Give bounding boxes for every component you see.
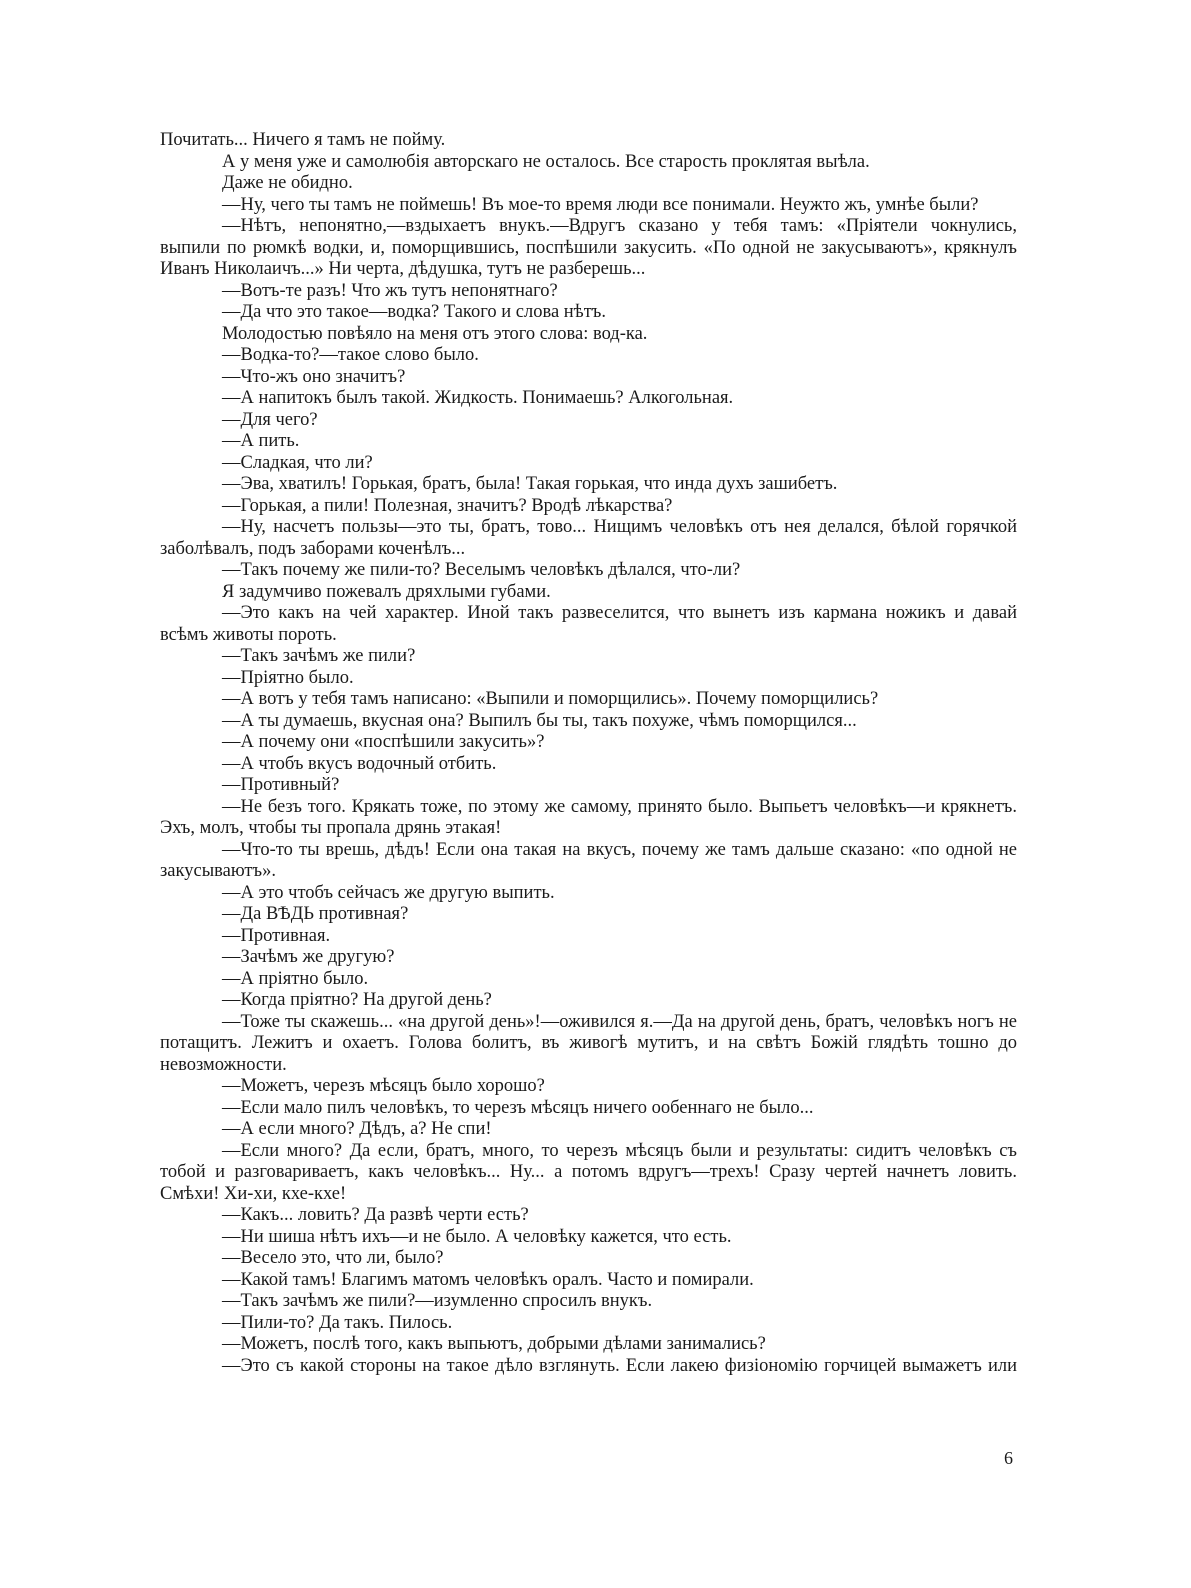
text-line: —Горькая, а пили! Полезная, значитъ? Вродѣ лѣкарства? (222, 495, 673, 516)
text-line: —Такъ почему же пили-то? Веселымъ человѣкъ дѣлался, что-ли? (222, 560, 741, 580)
text-line: —Да ВѢДЬ противная? (222, 904, 409, 924)
paragraph (160, 1141, 1017, 1206)
text-line: —А пріятно было. (222, 968, 369, 989)
paragraph (160, 345, 1017, 367)
text-line: —Пили-то? Да такъ. Пилось. (222, 1312, 453, 1333)
paragraph (160, 431, 1017, 453)
paragraph (160, 453, 1017, 475)
paragraph (160, 302, 1017, 324)
paragraph (160, 216, 1017, 281)
text-line: —Не безъ того. Крякать тоже, по этому же самому, принято было. Выпьетъ человѣкъ—и крякнетъ. (222, 796, 1017, 817)
text-line: Смѣхи! Хи-хи, кхе-кхе! (160, 1183, 347, 1204)
text-line: —Можетъ, черезъ мѣсяцъ было хорошо? (222, 1076, 545, 1096)
text-line: Молодостью повѣяло на меня отъ этого слова: вод-ка. (222, 323, 648, 344)
text-line: —А вотъ у тебя тамъ написано: «Выпили и поморщились». Почему поморщились? (222, 689, 879, 709)
text-line: выпили по рюмкѣ водки, и, поморщившись, поспѣшили закусить. «По одной не закусываютъ», крякнулъ (160, 237, 1017, 258)
text-line: —Это съ какой стороны на такое дѣло взглянуть. Если лакею физіономію горчицей вымажетъ или (222, 1355, 1017, 1376)
text-line: всѣмъ животы пороть. (160, 624, 337, 645)
paragraph (160, 947, 1017, 969)
paragraph (160, 990, 1017, 1012)
text-line: —Когда пріятно? На другой день? (222, 990, 492, 1010)
paragraph (160, 1334, 1017, 1356)
text-line: —Весело это, что ли, было? (222, 1248, 444, 1268)
text-line: —Зачѣмъ же другую? (222, 947, 395, 967)
paragraph (160, 797, 1017, 840)
paragraph (160, 754, 1017, 776)
paragraph (160, 904, 1017, 926)
paragraph (160, 1248, 1017, 1270)
paragraph (160, 883, 1017, 905)
text-line: —Это какъ на чей характер. Иной такъ развеселится, что вынетъ изъ кармана ножикъ и давай (222, 603, 1017, 623)
paragraph (160, 195, 1017, 217)
text-line: —Водка-то?—такое слово было. (222, 345, 479, 365)
text-line: —Тоже ты скажешь... «на другой день»!—оживился я.—Да на другой день, братъ, человѣкъ ногъ не (222, 1011, 1017, 1032)
paragraph (160, 474, 1017, 496)
text-line: тобой и разговариваетъ, какъ человѣкъ... Ну... а потомъ вдругъ—трехъ! Сразу чертей начнетъ ловить. (160, 1162, 1017, 1182)
text-line: заболѣвалъ, подъ заборами коченѣлъ... (160, 538, 466, 559)
text-line: Даже не обидно. (222, 173, 353, 193)
text-line: —А пить. (222, 431, 300, 451)
text-line: Эхъ, молъ, чтобы ты пропала дрянь этакая! (160, 818, 502, 838)
paragraph (160, 517, 1017, 560)
text-line: —Ни шиша нѣтъ ихъ—и не было. А человѣку кажется, что есть. (222, 1226, 732, 1247)
paragraph (160, 1291, 1017, 1313)
text-line: —Да что это такое—водка? Такого и слова нѣтъ. (222, 302, 607, 322)
text-line: —Противная. (222, 925, 331, 946)
text-line: —А почему они «поспѣшили закусить»? (222, 732, 545, 752)
paragraph (160, 560, 1017, 582)
paragraph (160, 926, 1017, 948)
paragraph (160, 410, 1017, 432)
text-line: —Какъ... ловить? Да развѣ черти есть? (222, 1205, 529, 1225)
text-line: —Что-то ты врешь, дѣдъ! Если она такая на вкусъ, почему же тамъ дальше сказано: «по одной не (222, 839, 1017, 860)
text-line: —А если много? Дѣдъ, а? Не спи! (222, 1119, 492, 1139)
text-line: —Противный? (222, 775, 340, 795)
paragraph (160, 1313, 1017, 1335)
paragraph (160, 603, 1017, 646)
text-line: —Такъ зачѣмъ же пили? (222, 646, 416, 666)
paragraph (160, 582, 1017, 604)
paragraph (160, 324, 1017, 346)
text-line: Почитать... Ничего я тамъ не пойму. (160, 130, 446, 150)
paragraph (160, 496, 1017, 518)
paragraph (160, 1119, 1017, 1141)
text-line: —Сладкая, что ли? (222, 452, 373, 473)
text-line: —Если мало пилъ человѣкъ, то черезъ мѣсяцъ ничего ообеннаго не было... (222, 1097, 814, 1118)
text-line: закусываютъ». (160, 861, 276, 881)
text-line: —Если много? Да если, братъ, много, то черезъ мѣсяцъ были и результаты: сидитъ человѣкъ съ (222, 1140, 1017, 1161)
text-line: А у меня уже и самолюбія авторскаго не осталось. Все старость проклятая выѣла. (222, 151, 870, 172)
text-line: —Ну, чего ты тамъ не поймешь! Въ мое-то время люди все понимали. Неужто жъ, умнѣе были? (222, 194, 979, 215)
text-line: —Для чего? (222, 409, 318, 430)
text-line: Я задумчиво пожевалъ дряхлыми губами. (222, 581, 551, 602)
paragraph (160, 152, 1017, 174)
paragraph (160, 1012, 1017, 1077)
text-line: —А чтобъ вкусъ водочный отбить. (222, 753, 497, 774)
text-line: невозможности. (160, 1054, 287, 1075)
text-line: —А ты думаешь, вкусная она? Выпилъ бы ты, такъ похуже, чѣмъ поморщился... (222, 710, 857, 731)
paragraph (160, 969, 1017, 991)
page-body-text (160, 130, 1017, 1377)
paragraph (160, 775, 1017, 797)
paragraph (160, 130, 1017, 152)
paragraph (160, 1205, 1017, 1227)
page-number: 6 (1004, 1448, 1013, 1468)
paragraph (160, 173, 1017, 195)
paragraph (160, 1227, 1017, 1249)
paragraph (160, 711, 1017, 733)
text-line: —А напитокъ былъ такой. Жидкость. Понимаешь? Алкогольная. (222, 388, 734, 408)
paragraph (160, 646, 1017, 668)
text-line: —Какой тамъ! Благимъ матомъ человѣкъ оралъ. Часто и помирали. (222, 1269, 754, 1290)
text-line: —Такъ зачѣмъ же пили?—изумленно спросилъ внукъ. (222, 1291, 653, 1311)
text-line: —Эва, хватилъ! Горькая, братъ, была! Такая горькая, что инда духъ зашибетъ. (222, 474, 838, 494)
paragraph (160, 367, 1017, 389)
text-line: —Ну, насчетъ пользы—это ты, братъ, тово... Нищимъ человѣкъ отъ нея делался, бѣлой горячкой (222, 517, 1017, 537)
paragraph (160, 732, 1017, 754)
text-line: —Вотъ-те разъ! Что жъ тутъ непонятнаго? (222, 280, 558, 301)
paragraph (160, 1356, 1017, 1378)
text-line: —Пріятно было. (222, 667, 354, 688)
paragraph (160, 689, 1017, 711)
paragraph (160, 1076, 1017, 1098)
paragraph (160, 1098, 1017, 1120)
text-line: —А это чтобъ сейчасъ же другую выпить. (222, 882, 555, 903)
paragraph (160, 840, 1017, 883)
paragraph (160, 388, 1017, 410)
paragraph (160, 668, 1017, 690)
text-line: —Нѣтъ, непонятно,—вздыхаетъ внукъ.—Вдругъ сказано у тебя тамъ: «Пріятели чокнулись, (222, 216, 1017, 236)
paragraph (160, 281, 1017, 303)
text-line: —Можетъ, послѣ того, какъ выпьютъ, добрыми дѣлами занимались? (222, 1334, 766, 1354)
text-line: Иванъ Николаичъ...» Ни черта, дѣдушка, тутъ не разберешь... (160, 259, 646, 279)
text-line: —Что-жъ оно значитъ? (222, 366, 406, 387)
text-line: потащитъ. Лежитъ и охаетъ. Голова болитъ, въ живогѣ мутитъ, и на свѣтъ Божій глядѣть тошно до (160, 1033, 1017, 1053)
paragraph (160, 1270, 1017, 1292)
